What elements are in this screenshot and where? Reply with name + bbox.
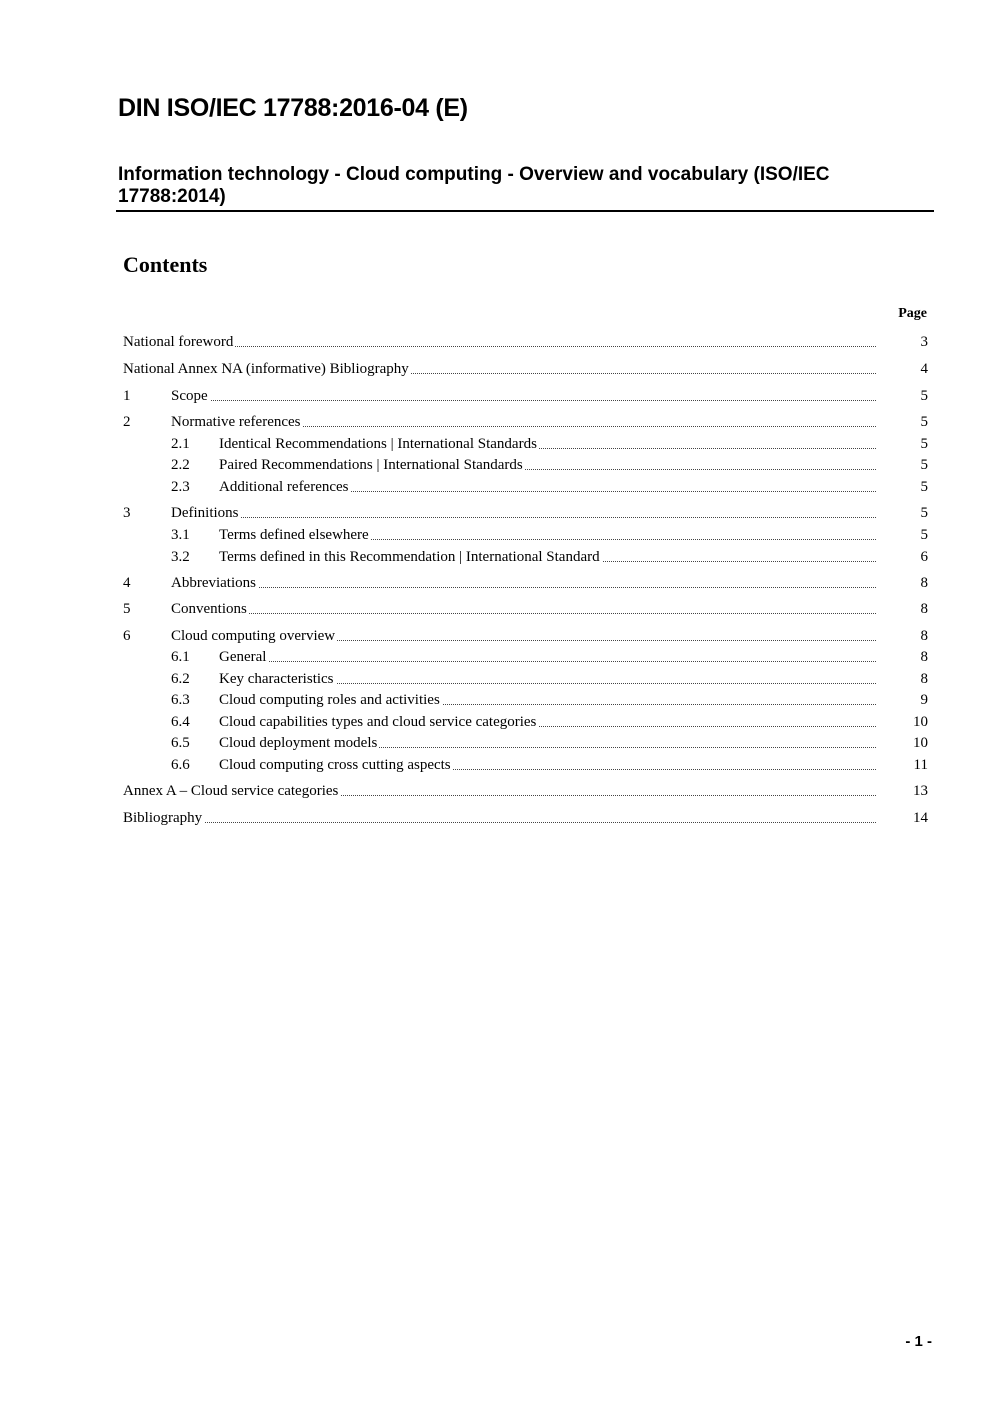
toc-entry-number: 6.4	[171, 714, 190, 730]
toc-entry-title-line	[171, 503, 876, 523]
dot-leader	[219, 660, 876, 662]
toc-entry-title: Paired Recommendations | International Standards	[219, 457, 523, 473]
toc-entry-title-line	[123, 359, 876, 379]
toc-entry-page: 5	[920, 388, 928, 404]
toc-entry[interactable]	[123, 332, 928, 352]
toc-entry-page: 5	[920, 436, 928, 452]
toc-entry-title-line	[219, 669, 876, 689]
toc-entry-title-line	[219, 525, 876, 545]
footer-page-number: - 1 -	[905, 1333, 932, 1350]
toc-entry-title: Cloud computing cross cutting aspects	[219, 757, 451, 773]
toc-entry-title: Identical Recommendations | International Standards	[219, 436, 537, 452]
toc-entry-title-line	[171, 573, 876, 593]
toc-entry-page: 10	[913, 735, 928, 751]
toc-entry[interactable]	[123, 359, 928, 379]
toc-entry-page: 5	[920, 414, 928, 430]
toc-entry-title: Annex A – Cloud service categories	[123, 783, 339, 799]
toc-entry-number: 2.3	[171, 479, 190, 495]
toc-entry-number: 6.6	[171, 757, 190, 773]
toc-entry[interactable]	[123, 386, 928, 406]
toc-entry-number: 4	[123, 575, 131, 591]
toc-entry[interactable]	[123, 503, 928, 523]
toc-entry-title: Cloud computing overview	[171, 628, 336, 644]
dot-leader	[123, 821, 876, 823]
toc-entry-title: Conventions	[171, 601, 247, 617]
toc-entry-page: 8	[920, 575, 928, 591]
toc-entry-page: 3	[920, 334, 928, 350]
toc-entry-page: 4	[920, 361, 928, 377]
toc-entry-title: Key characteristics	[219, 671, 334, 687]
toc-entry[interactable]	[123, 434, 928, 454]
toc-entry-number: 3	[123, 505, 131, 521]
toc-entry-title: Normative references	[171, 414, 301, 430]
dot-leader	[171, 586, 876, 588]
toc-entry-title-line	[219, 547, 876, 567]
toc-entry-page: 9	[920, 692, 928, 708]
toc-entry-page: 8	[920, 628, 928, 644]
toc-entry-title: General	[219, 649, 267, 665]
toc-entry-number: 2.2	[171, 457, 190, 473]
toc-entry-title: Cloud capabilities types and cloud service categories	[219, 714, 537, 730]
dot-leader	[171, 612, 876, 614]
toc-entry-number: 5	[123, 601, 131, 617]
dot-leader	[123, 345, 876, 347]
toc-entry-page: 8	[920, 649, 928, 665]
toc-entry[interactable]	[123, 573, 928, 593]
toc-entry[interactable]	[123, 599, 928, 619]
toc-entry[interactable]	[123, 755, 928, 775]
toc-entry-number: 1	[123, 388, 131, 404]
dot-leader	[171, 399, 876, 401]
toc-entry-title-line	[123, 808, 876, 828]
toc-entry-page: 11	[913, 757, 928, 773]
toc-entry[interactable]	[123, 455, 928, 475]
toc-entry-title: National foreword	[123, 334, 234, 350]
toc-entry-title-line	[219, 477, 876, 497]
toc-entry[interactable]	[123, 669, 928, 689]
toc-entry-title: Terms defined elsewhere	[219, 527, 369, 543]
toc-entry[interactable]	[123, 412, 928, 432]
toc-entry-title: Bibliography	[123, 810, 203, 826]
toc-entry-title: National Annex NA (informative) Bibliography	[123, 361, 409, 377]
toc-entry-page: 14	[913, 810, 928, 826]
document-title: Information technology - Cloud computing - Overview and vocabulary (ISO/IEC 17788:2014)	[118, 164, 830, 207]
toc-entry-page: 5	[920, 505, 928, 521]
toc-entry-number: 6.2	[171, 671, 190, 687]
toc-entry[interactable]	[123, 525, 928, 545]
document-id: DIN ISO/IEC 17788:2016-04 (E)	[118, 94, 468, 122]
toc-entry[interactable]	[123, 477, 928, 497]
toc-entry-page: 6	[920, 549, 928, 565]
toc-entry-title: Scope	[171, 388, 208, 404]
toc-entry-number: 3.1	[171, 527, 190, 543]
toc-entry-title-line	[219, 455, 876, 475]
toc-entry-title: Terms defined in this Recommendation | International Standard	[219, 549, 600, 565]
toc-entry-title-line	[123, 332, 876, 352]
toc-entry-page: 5	[920, 457, 928, 473]
toc-entry[interactable]	[123, 808, 928, 828]
toc-entry-number: 3.2	[171, 549, 190, 565]
toc-entry-number: 6.1	[171, 649, 190, 665]
toc-entry-title-line	[171, 386, 876, 406]
toc-entry-page: 8	[920, 601, 928, 617]
toc-entry-page: 10	[913, 714, 928, 730]
toc-entry-page: 5	[920, 479, 928, 495]
toc-entry[interactable]	[123, 733, 928, 753]
toc-entry-title-line	[219, 647, 876, 667]
toc-entry[interactable]	[123, 690, 928, 710]
toc-entry[interactable]	[123, 626, 928, 646]
toc-entry[interactable]	[123, 712, 928, 732]
toc-entry[interactable]	[123, 781, 928, 801]
toc-entry-title-line	[171, 626, 876, 646]
dot-leader	[171, 516, 876, 518]
toc-entry-page: 8	[920, 671, 928, 687]
toc-entry-page: 5	[920, 527, 928, 543]
page-column-label: Page	[898, 306, 927, 321]
toc-entry-title-line	[219, 755, 876, 775]
toc-entry[interactable]	[123, 647, 928, 667]
toc-entry-number: 2	[123, 414, 131, 430]
toc-entry-number: 6.3	[171, 692, 190, 708]
toc-entry-title: Abbreviations	[171, 575, 256, 591]
toc-entry[interactable]	[123, 547, 928, 567]
toc-entry-title-line	[123, 781, 876, 801]
toc-entry-title: Definitions	[171, 505, 239, 521]
toc-entry-title-line	[219, 712, 876, 732]
toc-entry-title-line	[171, 599, 876, 619]
toc-entry-title-line	[219, 434, 876, 454]
toc-entry-title-line	[171, 412, 876, 432]
toc-entry-number: 6	[123, 628, 131, 644]
toc-entry-title: Cloud deployment models	[219, 735, 378, 751]
toc-entry-page: 13	[913, 783, 928, 799]
toc-entry-title-line	[219, 690, 876, 710]
toc-entry-title: Additional references	[219, 479, 349, 495]
toc-entry-number: 2.1	[171, 436, 190, 452]
contents-heading: Contents	[123, 252, 208, 277]
title-rule	[116, 210, 934, 212]
toc-entry-title-line	[219, 733, 876, 753]
toc-entry-number: 6.5	[171, 735, 190, 751]
toc-entry-title: Cloud computing roles and activities	[219, 692, 440, 708]
